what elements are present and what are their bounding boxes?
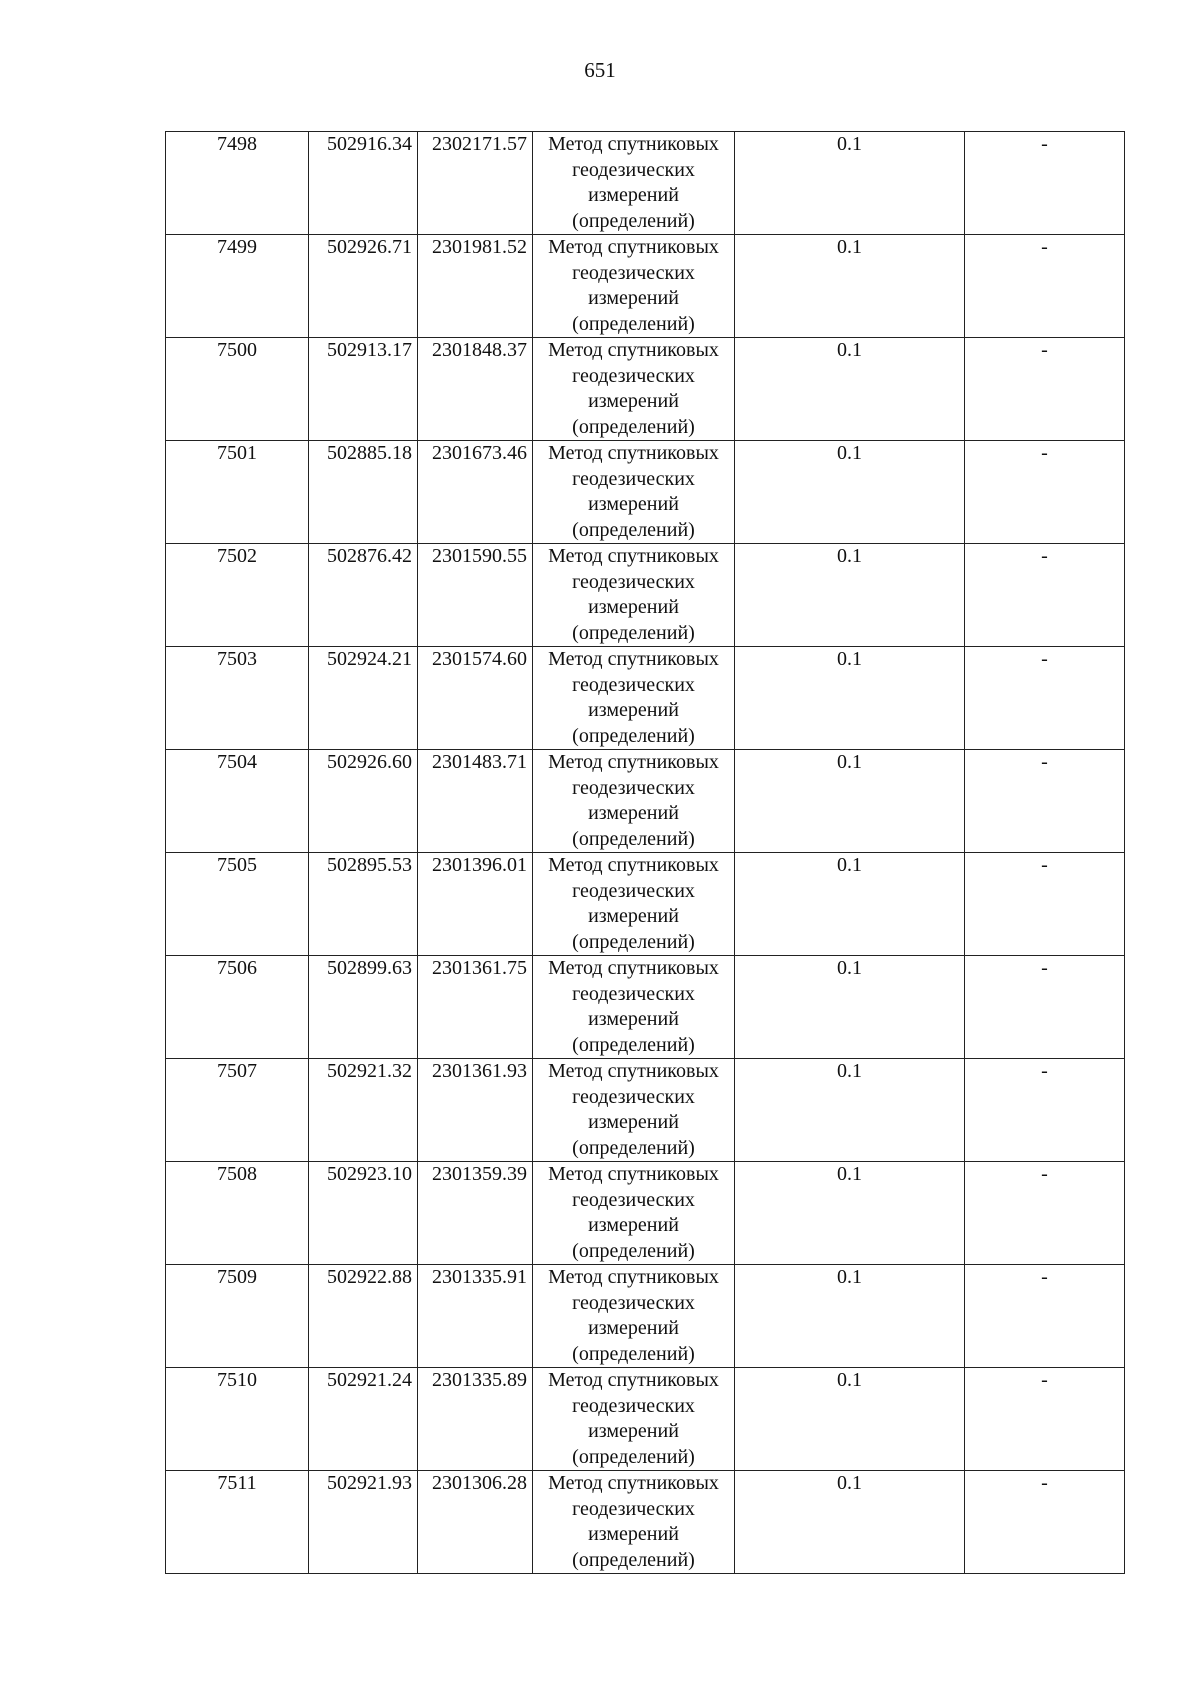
method-cell: Метод спутниковых геодезических измерений (определений) [533,544,735,647]
page-number: 651 [584,58,616,82]
point-number-cell: 7508 [166,1162,309,1265]
method-cell: Метод спутниковых геодезических измерений (определений) [533,1471,735,1574]
method-cell: Метод спутниковых геодезических измерений (определений) [533,1059,735,1162]
point-number-cell: 7510 [166,1368,309,1471]
accuracy-cell: 0.1 [735,132,965,235]
point-number-cell: 7503 [166,647,309,750]
table-row [166,956,1125,1059]
point-number-cell: 7500 [166,338,309,441]
note-cell: - [965,956,1125,1059]
y-coordinate-cell: 2301483.71 [418,750,533,853]
accuracy-cell: 0.1 [735,338,965,441]
y-coordinate-cell: 2301848.37 [418,338,533,441]
table-row [166,647,1125,750]
accuracy-cell: 0.1 [735,1059,965,1162]
note-cell: - [965,132,1125,235]
point-number-cell: 7502 [166,544,309,647]
note-cell: - [965,1471,1125,1574]
y-coordinate-cell: 2301359.39 [418,1162,533,1265]
method-cell: Метод спутниковых геодезических измерений (определений) [533,441,735,544]
y-coordinate-cell: 2301335.91 [418,1265,533,1368]
x-coordinate-cell: 502926.71 [309,235,418,338]
note-cell: - [965,338,1125,441]
y-coordinate-cell: 2301306.28 [418,1471,533,1574]
y-coordinate-cell: 2301361.93 [418,1059,533,1162]
table-row [166,1162,1125,1265]
point-number-cell: 7504 [166,750,309,853]
x-coordinate-cell: 502921.93 [309,1471,418,1574]
method-cell: Метод спутниковых геодезических измерений (определений) [533,1162,735,1265]
x-coordinate-cell: 502913.17 [309,338,418,441]
note-cell: - [965,853,1125,956]
method-cell: Метод спутниковых геодезических измерений (определений) [533,1368,735,1471]
method-cell: Метод спутниковых геодезических измерений (определений) [533,647,735,750]
table-row [166,441,1125,544]
note-cell: - [965,441,1125,544]
point-number-cell: 7498 [166,132,309,235]
accuracy-cell: 0.1 [735,750,965,853]
coordinates-table [165,131,1125,1574]
y-coordinate-cell: 2301981.52 [418,235,533,338]
table-row [166,338,1125,441]
table-row [166,544,1125,647]
note-cell: - [965,1368,1125,1471]
table-row [166,1265,1125,1368]
table-body [166,132,1125,1574]
y-coordinate-cell: 2301574.60 [418,647,533,750]
note-cell: - [965,544,1125,647]
method-cell: Метод спутниковых геодезических измерений (определений) [533,132,735,235]
method-cell: Метод спутниковых геодезических измерений (определений) [533,853,735,956]
point-number-cell: 7501 [166,441,309,544]
accuracy-cell: 0.1 [735,1162,965,1265]
x-coordinate-cell: 502923.10 [309,1162,418,1265]
y-coordinate-cell: 2301361.75 [418,956,533,1059]
point-number-cell: 7511 [166,1471,309,1574]
accuracy-cell: 0.1 [735,853,965,956]
x-coordinate-cell: 502921.32 [309,1059,418,1162]
x-coordinate-cell: 502895.53 [309,853,418,956]
note-cell: - [965,647,1125,750]
table-row [166,853,1125,956]
method-cell: Метод спутниковых геодезических измерений (определений) [533,750,735,853]
accuracy-cell: 0.1 [735,1265,965,1368]
accuracy-cell: 0.1 [735,544,965,647]
y-coordinate-cell: 2301590.55 [418,544,533,647]
note-cell: - [965,1059,1125,1162]
x-coordinate-cell: 502926.60 [309,750,418,853]
note-cell: - [965,235,1125,338]
method-cell: Метод спутниковых геодезических измерений (определений) [533,235,735,338]
accuracy-cell: 0.1 [735,956,965,1059]
y-coordinate-cell: 2301396.01 [418,853,533,956]
method-cell: Метод спутниковых геодезических измерений (определений) [533,1265,735,1368]
y-coordinate-cell: 2301335.89 [418,1368,533,1471]
point-number-cell: 7509 [166,1265,309,1368]
accuracy-cell: 0.1 [735,235,965,338]
accuracy-cell: 0.1 [735,1368,965,1471]
table-row [166,132,1125,235]
accuracy-cell: 0.1 [735,1471,965,1574]
point-number-cell: 7507 [166,1059,309,1162]
point-number-cell: 7505 [166,853,309,956]
x-coordinate-cell: 502916.34 [309,132,418,235]
method-cell: Метод спутниковых геодезических измерений (определений) [533,956,735,1059]
x-coordinate-cell: 502921.24 [309,1368,418,1471]
accuracy-cell: 0.1 [735,441,965,544]
x-coordinate-cell: 502924.21 [309,647,418,750]
table-row [166,1368,1125,1471]
note-cell: - [965,1162,1125,1265]
y-coordinate-cell: 2302171.57 [418,132,533,235]
table-row [166,1059,1125,1162]
note-cell: - [965,750,1125,853]
table-row [166,1471,1125,1574]
point-number-cell: 7499 [166,235,309,338]
accuracy-cell: 0.1 [735,647,965,750]
point-number-cell: 7506 [166,956,309,1059]
x-coordinate-cell: 502885.18 [309,441,418,544]
note-cell: - [965,1265,1125,1368]
x-coordinate-cell: 502899.63 [309,956,418,1059]
table-row [166,235,1125,338]
y-coordinate-cell: 2301673.46 [418,441,533,544]
method-cell: Метод спутниковых геодезических измерений (определений) [533,338,735,441]
table-row [166,750,1125,853]
x-coordinate-cell: 502922.88 [309,1265,418,1368]
x-coordinate-cell: 502876.42 [309,544,418,647]
